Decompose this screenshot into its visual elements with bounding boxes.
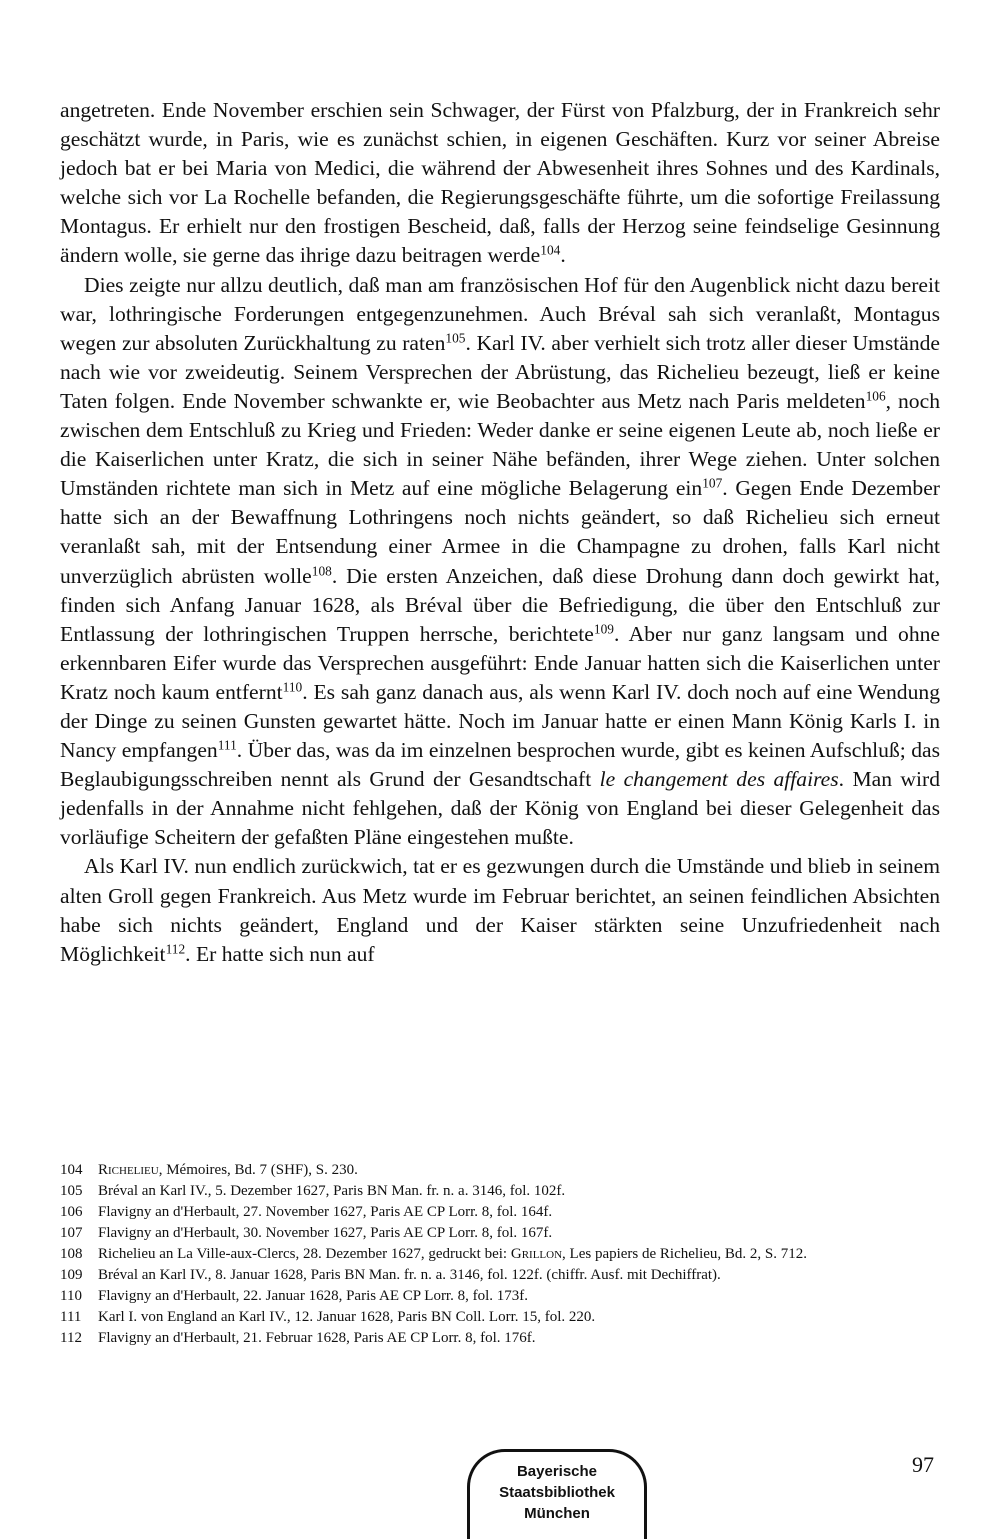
footnote-marker[interactable]: 106 — [865, 388, 886, 404]
citation-text: Bréval an Karl IV., 5. Dezember 1627, Paris BN Man. fr. n. a. 3146, fol. 102f. — [98, 1183, 566, 1199]
author-name: Grillon — [510, 1246, 563, 1262]
footnote — [60, 1244, 940, 1265]
text-segment: . Er hatte sich nun auf — [185, 941, 375, 966]
text-segment: Als Karl IV. nun endlich zurückwich, tat er es gezwungen durch die Umstände und blieb in seinem alten Groll gegen Frankreich. Aus Metz wurde im Februar berichtet, an seinen feindlichen Absichten habe sich nichts geändert, England und der Kaiser stärkten seine Unzufriedenheit nach Möglichkeit — [60, 854, 940, 966]
text-segment: . Es sah ganz danach aus, als wenn Karl IV. doch noch auf eine Wendung der Dinge zu seinen Gunsten gewartet hätte. Noch im Januar hatte er einen Mann König Karls I. in Nancy empfangen — [60, 679, 940, 763]
footnote-marker[interactable]: 112 — [165, 941, 186, 957]
footnote-text — [98, 1307, 940, 1328]
footnote-number: 107 — [60, 1225, 83, 1241]
page-number: 97 — [912, 1452, 934, 1477]
text-segment: . Aber nur ganz langsam und ohne erkennbaren Eifer wurde das Versprechen ausgeführt: Ende Januar hatten sich die Kaiserlichen unter Kratz noch kaum entfernt — [60, 621, 941, 704]
footnote — [60, 1223, 940, 1244]
footnote-marker[interactable]: 110 — [282, 679, 303, 695]
citation-text: Flavigny an d'Herbault, 22. Januar 1628, Paris AE CP Lorr. 8, fol. 173f. — [98, 1288, 529, 1304]
text-segment: Dies zeigte nur allzu deutlich, daß man am französischen Hof für den Augenblick nicht dazu bereit war, lothringische Forderungen entgegenzunehmen. Auch Bréval sah sich veranlaßt, Montagus wegen zur absoluten Zurückhaltung zu raten — [60, 272, 940, 355]
citation-text: Flavigny an d'Herbault, 27. November 1627, Paris AE CP Lorr. 8, fol. 164f. — [98, 1204, 553, 1220]
footnote-number: 108 — [60, 1246, 83, 1262]
footnote-text — [98, 1265, 940, 1286]
footnote-text — [98, 1328, 940, 1349]
paragraph — [60, 96, 940, 271]
footnote-text — [98, 1202, 940, 1223]
footnote-number: 110 — [60, 1288, 82, 1304]
footnote — [60, 1181, 940, 1202]
text-segment: . Karl IV. aber verhielt sich trotz aller dieser Umstände nach wie vor zweideutig. Seinem Versprechen der Abrüstung, das Richelieu bezeugt, ließ er keine Taten folgen. Ende November schwankte er, wie Beobachter aus Metz nach Paris meldeten — [60, 330, 941, 413]
text-segment: . — [560, 243, 566, 268]
footnote-text — [98, 1223, 940, 1244]
footnote-number: 109 — [60, 1267, 83, 1283]
footnote-marker[interactable]: 108 — [311, 563, 332, 579]
author-name: Richelieu — [98, 1162, 159, 1178]
text-segment: . Die ersten Anzeichen, daß diese Drohung dann doch gewirkt hat, finden sich Anfang Januar 1628, als Bréval über die Befriedigung, die über den Entschluß zur Entlassung der lothringischen Truppen herrsche, berichtete — [60, 563, 941, 646]
footnote-text — [98, 1286, 940, 1307]
library-stamp — [467, 1449, 647, 1539]
footnote-number: 112 — [60, 1330, 82, 1346]
footnote-text — [98, 1244, 940, 1265]
footnote-text — [98, 1160, 940, 1181]
footnote — [60, 1307, 940, 1328]
footnote — [60, 1328, 940, 1349]
footnote-marker[interactable]: 104 — [540, 243, 561, 259]
citation-text: Flavigny an d'Herbault, 30. November 1627, Paris AE CP Lorr. 8, fol. 167f. — [98, 1225, 553, 1241]
footnote — [60, 1286, 940, 1307]
stamp-line: Staatsbibliothek — [499, 1484, 615, 1501]
citation-text: Karl I. von England an Karl IV., 12. Januar 1628, Paris BN Coll. Lorr. 15, fol. 220. — [98, 1309, 596, 1325]
citation-text: , Mémoires, Bd. 7 (SHF), S. 230. — [158, 1162, 358, 1178]
footnote-number: 111 — [60, 1309, 82, 1325]
italic-phrase: le changement des affaires — [599, 767, 839, 792]
footnotes — [60, 1160, 940, 1349]
footnote-number: 106 — [60, 1204, 83, 1220]
paragraph — [60, 852, 940, 968]
text-segment: , noch zwischen dem Entschluß zu Krieg und Frieden: Weder danke er seine eigenen Leute ab, noch ließe er die Kaiserlichen unter Kratz, die sich in seiner Nähe befänden, ihrer Wege ziehen. Unter solchen Umständen richtete man sich in Metz auf eine mögliche Belagerung ein — [60, 388, 940, 501]
footnote-text — [98, 1181, 940, 1202]
citation-text: Flavigny an d'Herbault, 21. Februar 1628, Paris AE CP Lorr. 8, fol. 176f. — [98, 1330, 536, 1346]
footnote-number: 104 — [60, 1162, 83, 1178]
footnote — [60, 1202, 940, 1223]
footnote — [60, 1160, 940, 1181]
stamp-line: Bayerische — [516, 1463, 598, 1480]
footnote-marker[interactable]: 105 — [445, 330, 466, 346]
footnote-marker[interactable]: 111 — [217, 737, 237, 753]
text-segment: . Gegen Ende Dezember hatte sich an der Bewaffnung Lothringens noch nichts geändert, so daß Richelieu sich erneut veranlaßt sah, mit der Entsendung einer Armee in die Champagne zu drohen, falls Karl nicht unverzüglich abrüsten wolle — [60, 476, 940, 588]
footnote-marker[interactable]: 107 — [702, 475, 723, 491]
text-segment: angetreten. Ende November erschien sein Schwager, der Fürst von Pfalzburg, der in Frankreich sehr geschätzt wurde, in Paris, wie es zunächst schien, in eigenen Geschäften. Kurz vor seiner Abreise jedoch bat er bei Maria von Medici, die während der Abwesenheit ihres Sohnes und des Kardinals, welche sich vor La Rochelle befanden, die Regierungsgeschäfte führte, um die sofortige Freilassung Montagus. Er erhielt nur den frostigen Bescheid, daß, falls der Herzog seine feindselige Gesinnung ändern wolle, sie gerne das ihrige dazu beitragen werde — [60, 98, 940, 268]
footnote-number: 105 — [60, 1183, 83, 1199]
body-text — [60, 96, 940, 969]
footnote-marker[interactable]: 109 — [593, 621, 614, 637]
paragraph — [60, 271, 940, 853]
footnote — [60, 1265, 940, 1286]
citation-text: Bréval an Karl IV., 8. Januar 1628, Paris BN Man. fr. n. a. 3146, fol. 122f. (chiffr. Ausf. mit Dechiffrat). — [98, 1267, 721, 1283]
stamp-line: München — [524, 1505, 590, 1522]
citation-text: Richelieu an La Ville-aux-Clercs, 28. Dezember 1627, gedruckt bei: — [98, 1246, 511, 1262]
citation-text: , Les papiers de Richelieu, Bd. 2, S. 712. — [562, 1246, 807, 1262]
document-page — [60, 96, 940, 969]
text-segment: . Man wird jedenfalls in der Annahme nicht fehlgehen, daß der König von England bei dieser Gelegenheit das vorläufige Scheitern der gefaßten Pläne eingestehen mußte. — [60, 767, 941, 850]
text-segment: . Über das, was da im einzelnen besprochen wurde, gibt es keinen Aufschluß; das Beglaubigungsschreiben nennt als Grund der Gesandtschaft — [60, 738, 940, 792]
